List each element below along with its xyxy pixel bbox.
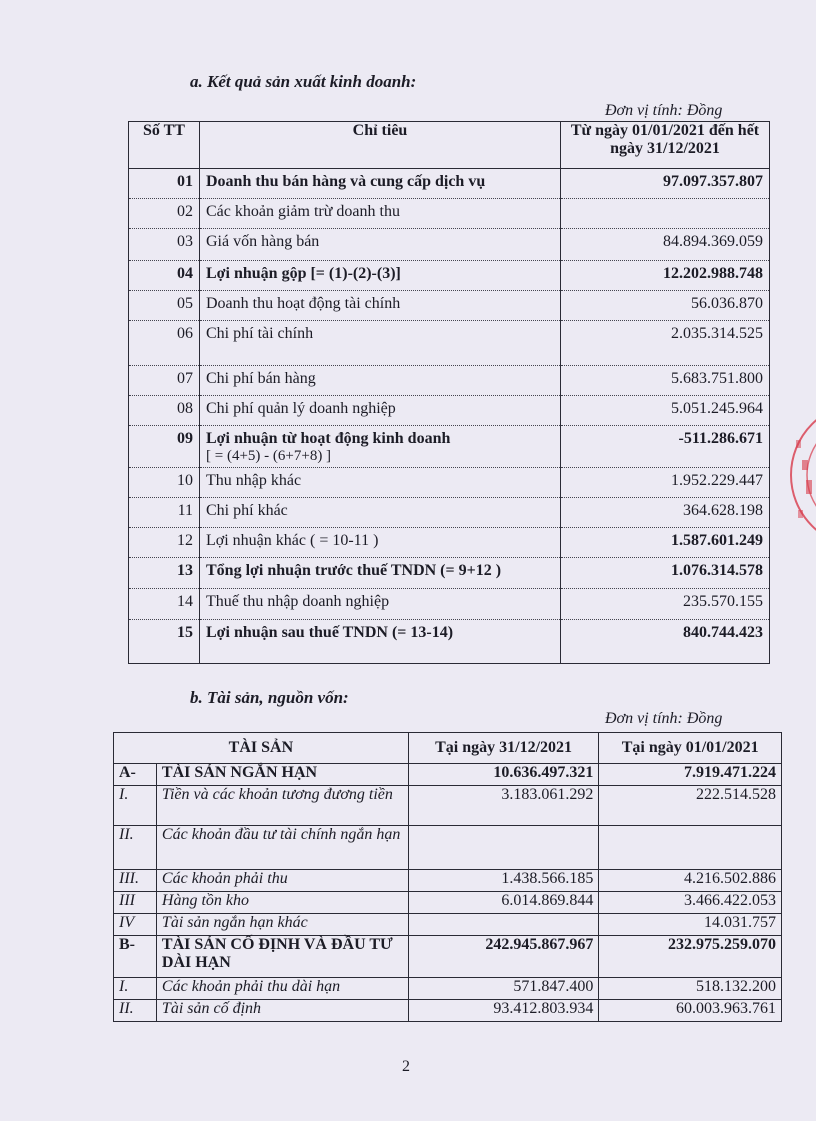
row-name: Tổng lợi nhuận trước thuế TNDN (= 9+12 ) <box>200 558 561 589</box>
row-value: 1.076.314.578 <box>561 558 770 589</box>
table-row <box>129 396 770 426</box>
row-name: TÀI SẢN NGẮN HẠN <box>156 764 408 786</box>
row-value-start: 518.132.200 <box>599 978 782 1000</box>
col-header-start-date: Tại ngày 01/01/2021 <box>599 733 782 764</box>
section-b-title: b. Tài sản, nguồn vốn: <box>190 688 349 707</box>
row-value: 364.628.198 <box>561 498 770 528</box>
table-row <box>114 786 782 826</box>
row-name: TÀI SẢN CỐ ĐỊNH VÀ ĐẦU TƯ DÀI HẠN <box>156 936 408 978</box>
row-no: 04 <box>129 261 200 291</box>
row-no: 01 <box>129 169 200 199</box>
row-name: Lợi nhuận khác ( = 10-11 ) <box>200 528 561 558</box>
section-a-title: a. Kết quả sản xuất kinh doanh: <box>190 72 417 91</box>
row-index: B- <box>114 936 157 978</box>
company-seal <box>788 400 816 550</box>
section-b-unit: Đơn vị tính: Đồng <box>605 710 723 727</box>
row-name: Chi phí quản lý doanh nghiệp <box>200 396 561 426</box>
row-value-start: 3.466.422.053 <box>599 892 782 914</box>
table-row <box>129 528 770 558</box>
row-name: Các khoản giảm trừ doanh thu <box>200 199 561 229</box>
row-no: 06 <box>129 321 200 366</box>
table-row <box>129 589 770 620</box>
table-row <box>129 366 770 396</box>
row-value: 56.036.870 <box>561 291 770 321</box>
row-name-main: Lợi nhuận từ hoạt động kinh doanh <box>206 430 451 447</box>
row-no: 15 <box>129 620 200 664</box>
row-value-start: 7.919.471.224 <box>599 764 782 786</box>
row-name: Thuế thu nhập doanh nghiệp <box>200 589 561 620</box>
table-row <box>129 558 770 589</box>
row-index: I. <box>114 786 157 826</box>
row-name: Doanh thu hoạt động tài chính <box>200 291 561 321</box>
row-name: Doanh thu bán hàng và cung cấp dịch vụ <box>200 169 561 199</box>
row-value-end: 242.945.867.967 <box>408 936 599 978</box>
row-no: 10 <box>129 468 200 498</box>
table-row <box>129 620 770 664</box>
row-name: Tài sản ngắn hạn khác <box>156 914 408 936</box>
table-row <box>114 978 782 1000</box>
row-value-end: 6.014.869.844 <box>408 892 599 914</box>
row-value-start: 60.003.963.761 <box>599 1000 782 1022</box>
section-a-unit: Đơn vị tính: Đồng <box>605 102 723 119</box>
table-row <box>129 199 770 229</box>
row-no: 09 <box>129 426 200 468</box>
col-header-end-date: Tại ngày 31/12/2021 <box>408 733 599 764</box>
row-name: Tài sản cố định <box>156 1000 408 1022</box>
row-value-end <box>408 914 599 936</box>
row-no: 14 <box>129 589 200 620</box>
row-name: Các khoản đầu tư tài chính ngắn hạn <box>156 826 408 870</box>
row-index: IV <box>114 914 157 936</box>
row-name: Lợi nhuận sau thuế TNDN (= 13-14) <box>200 620 561 664</box>
row-value: 84.894.369.059 <box>561 229 770 261</box>
row-value-start: 4.216.502.886 <box>599 870 782 892</box>
table-row <box>114 1000 782 1022</box>
row-no: 08 <box>129 396 200 426</box>
row-no: 07 <box>129 366 200 396</box>
page-number: 2 <box>402 1058 410 1075</box>
table-row <box>114 892 782 914</box>
seal-graphic <box>788 400 816 550</box>
table-header-row <box>129 122 770 169</box>
table-row <box>129 291 770 321</box>
row-value: 5.051.245.964 <box>561 396 770 426</box>
row-no: 03 <box>129 229 200 261</box>
row-index: III. <box>114 870 157 892</box>
row-index: III <box>114 892 157 914</box>
row-value-end <box>408 826 599 870</box>
table-row <box>114 764 782 786</box>
row-no: 13 <box>129 558 200 589</box>
table-row <box>129 498 770 528</box>
table-row <box>129 261 770 291</box>
row-value-end: 571.847.400 <box>408 978 599 1000</box>
row-value: 5.683.751.800 <box>561 366 770 396</box>
row-name: Giá vốn hàng bán <box>200 229 561 261</box>
table-row <box>114 936 782 978</box>
row-index: II. <box>114 826 157 870</box>
table-row <box>129 169 770 199</box>
row-name-formula: [ = (4+5) - (6+7+8) ] <box>206 448 332 464</box>
table-row <box>114 826 782 870</box>
col-header-name: Chỉ tiêu <box>200 122 561 169</box>
row-value-start: 232.975.259.070 <box>599 936 782 978</box>
row-index: I. <box>114 978 157 1000</box>
row-value-end: 93.412.803.934 <box>408 1000 599 1022</box>
row-no: 05 <box>129 291 200 321</box>
table-row <box>129 468 770 498</box>
table-row <box>114 914 782 936</box>
row-value: 840.744.423 <box>561 620 770 664</box>
row-value: 235.570.155 <box>561 589 770 620</box>
row-name: Chi phí bán hàng <box>200 366 561 396</box>
col-header-assets: TÀI SẢN <box>114 733 409 764</box>
row-name: Chi phí tài chính <box>200 321 561 366</box>
col-header-period: Từ ngày 01/01/2021 đến hết ngày 31/12/2021 <box>561 122 770 169</box>
row-no: 12 <box>129 528 200 558</box>
row-no: 02 <box>129 199 200 229</box>
row-value: 97.097.357.807 <box>561 169 770 199</box>
row-name: Các khoản phải thu dài hạn <box>156 978 408 1000</box>
table-header-row <box>114 733 782 764</box>
row-index: II. <box>114 1000 157 1022</box>
row-value-start: 14.031.757 <box>599 914 782 936</box>
row-value-end: 10.636.497.321 <box>408 764 599 786</box>
row-value: 2.035.314.525 <box>561 321 770 366</box>
row-value: 12.202.988.748 <box>561 261 770 291</box>
balance-sheet-table <box>113 732 782 1022</box>
row-index: A- <box>114 764 157 786</box>
row-value: -511.286.671 <box>561 426 770 468</box>
row-name: Thu nhập khác <box>200 468 561 498</box>
table-row <box>129 229 770 261</box>
row-name: Các khoản phải thu <box>156 870 408 892</box>
row-value <box>561 199 770 229</box>
row-value: 1.952.229.447 <box>561 468 770 498</box>
row-value-end: 3.183.061.292 <box>408 786 599 826</box>
col-header-no: Số TT <box>129 122 200 169</box>
row-name: Hàng tồn kho <box>156 892 408 914</box>
row-name: Chi phí khác <box>200 498 561 528</box>
row-name: Lợi nhuận gộp [= (1)-(2)-(3)] <box>200 261 561 291</box>
table-row <box>129 321 770 366</box>
income-statement-table <box>128 121 770 664</box>
row-name: Tiền và các khoản tương đương tiền <box>156 786 408 826</box>
row-value-start: 222.514.528 <box>599 786 782 826</box>
row-no: 11 <box>129 498 200 528</box>
row-value: 1.587.601.249 <box>561 528 770 558</box>
row-value-end: 1.438.566.185 <box>408 870 599 892</box>
row-value-start <box>599 826 782 870</box>
table-row <box>129 426 770 468</box>
row-name <box>200 426 561 468</box>
table-row <box>114 870 782 892</box>
